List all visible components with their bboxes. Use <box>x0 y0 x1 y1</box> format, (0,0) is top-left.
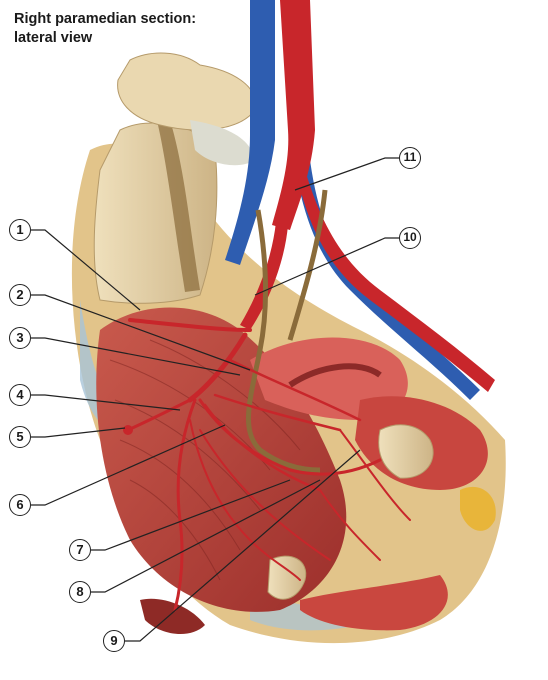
vena-cava <box>225 0 275 265</box>
title-line-2: lateral view <box>14 30 93 46</box>
title-line-1: Right paramedian section: <box>14 11 197 27</box>
callout-1: 1 <box>9 219 31 241</box>
callout-2: 2 <box>9 284 31 306</box>
callout-10: 10 <box>399 227 421 249</box>
callout-11: 11 <box>399 147 421 169</box>
callout-6: 6 <box>9 494 31 516</box>
callout-8: 8 <box>69 581 91 603</box>
callout-7: 7 <box>69 539 91 561</box>
callout-9: 9 <box>103 630 125 652</box>
callout-4: 4 <box>9 384 31 406</box>
callout-5: 5 <box>9 426 31 448</box>
callout-3: 3 <box>9 327 31 349</box>
vessel-stump <box>123 425 133 435</box>
lumbar-vertebra <box>118 53 256 130</box>
gluteal-fragment <box>140 599 205 634</box>
